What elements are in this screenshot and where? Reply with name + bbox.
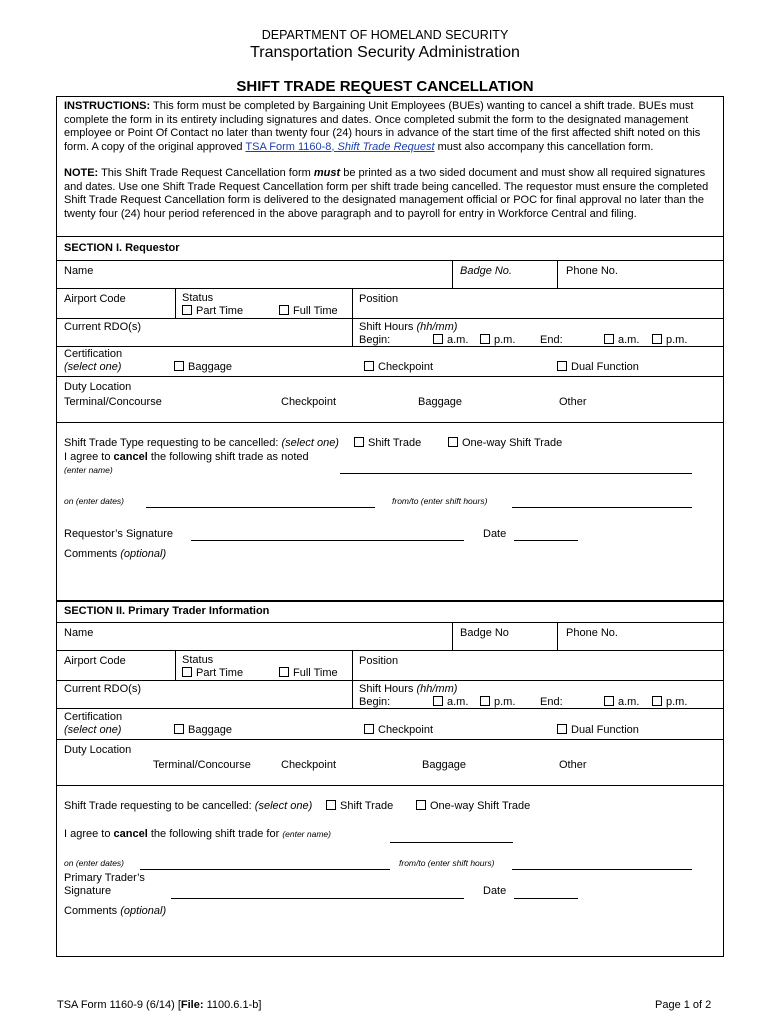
s2-name-field[interactable]: Name <box>64 627 94 639</box>
s1-date-line[interactable] <box>514 540 578 541</box>
page-number: Page 1 of 2 <box>655 999 712 1011</box>
s1-loc-other-field[interactable]: Other <box>559 396 587 408</box>
form-1160-8-link[interactable]: TSA Form 1160-8, Shift Trade Request <box>245 140 435 153</box>
s2-trade-type-label: Shift Trade requesting to be cancelled: (select one) <box>64 800 313 812</box>
s1-begin-pm-checkbox[interactable]: p.m. <box>480 334 515 346</box>
form-title: SHIFT TRADE REQUEST CANCELLATION <box>236 78 534 95</box>
s1-signature-line[interactable] <box>191 540 464 541</box>
s2-end-pm-checkbox[interactable]: p.m. <box>652 696 687 708</box>
section1-title: SECTION I. Requestor <box>64 242 180 254</box>
s1-end-pm-checkbox[interactable]: p.m. <box>652 334 687 346</box>
s1-certification-hint: (select one) <box>64 361 122 373</box>
s2-cert-checkpoint-checkbox[interactable]: Checkpoint <box>364 724 433 736</box>
s1-agreement-text: I agree to cancel the following shift trade as noted <box>64 451 309 463</box>
s2-begin-label: Begin: <box>359 696 391 708</box>
s1-shift-hours-label: Shift Hours (hh/mm) <box>359 321 458 333</box>
s2-name-line[interactable] <box>390 842 513 843</box>
s2-loc-baggage-field[interactable]: Baggage <box>422 759 467 771</box>
s1-airport-code-field[interactable]: Airport Code <box>64 293 126 305</box>
s1-status-label: Status <box>182 292 214 304</box>
s1-current-rdo-field[interactable]: Current RDO(s) <box>64 321 142 333</box>
s1-part-time-checkbox[interactable]: Part Time <box>182 305 243 317</box>
s2-date-label: Date <box>483 885 507 897</box>
s2-comments-field[interactable]: Comments (optional) <box>64 905 167 917</box>
s2-date-line[interactable] <box>514 898 578 899</box>
s2-shift-hours-label: Shift Hours (hh/mm) <box>359 683 458 695</box>
s1-dates-line[interactable] <box>146 507 375 508</box>
s2-airport-code-field[interactable]: Airport Code <box>64 655 126 667</box>
s1-badge-field[interactable]: Badge No. <box>460 265 512 277</box>
s1-on-dates-label: on (enter dates) <box>64 496 125 506</box>
s1-certification-label: Certification <box>64 348 123 360</box>
s2-terminal-field[interactable]: Terminal/Concourse <box>153 759 251 771</box>
s2-hours-line[interactable] <box>512 869 692 870</box>
note-paragraph: NOTE: This Shift Trade Request Cancellation form must be printed as a two sided document and must show all required signatures and dates. Use one Shift Trade Request Cancellation form per shift trade being cancelled. The requestor must ensure the completed Shift Trade Request Cancellation form is delivered to the designated management official or POC for final approval no later than the twenty four (24) hour period referenced in the above paragraph and to payroll for entry in Workforce Central and filing. <box>64 167 709 220</box>
s1-position-field[interactable]: Position <box>359 293 399 305</box>
s1-name-line[interactable] <box>340 473 692 474</box>
s1-shift-trade-checkbox[interactable]: Shift Trade <box>354 437 421 449</box>
s2-certification-label: Certification <box>64 711 123 723</box>
s2-position-field[interactable]: Position <box>359 655 399 667</box>
s1-date-label: Date <box>483 528 507 540</box>
s2-loc-other-field[interactable]: Other <box>559 759 587 771</box>
s2-cert-dual-function-checkbox[interactable]: Dual Function <box>557 724 639 736</box>
department-heading: DEPARTMENT OF HOMELAND SECURITY <box>261 28 509 42</box>
section2-title: SECTION II. Primary Trader Information <box>64 605 270 617</box>
s2-from-to-label: from/to (enter shift hours) <box>399 858 495 868</box>
s2-signature-line[interactable] <box>171 898 464 899</box>
s2-part-time-checkbox[interactable]: Part Time <box>182 667 243 679</box>
s2-current-rdo-field[interactable]: Current RDO(s) <box>64 683 142 695</box>
s1-trade-type-label: Shift Trade Type requesting to be cancelled: (select one) <box>64 437 339 449</box>
s2-loc-checkpoint-field[interactable]: Checkpoint <box>281 759 337 771</box>
s1-loc-baggage-field[interactable]: Baggage <box>418 396 463 408</box>
s2-duty-location-label: Duty Location <box>64 744 132 756</box>
s1-duty-location-label: Duty Location <box>64 381 132 393</box>
s2-status-label: Status <box>182 654 214 666</box>
s1-cert-dual-function-checkbox[interactable]: Dual Function <box>557 361 639 373</box>
agency-heading: Transportation Security Administration <box>250 44 520 61</box>
s2-end-label: End: <box>540 696 563 708</box>
s2-certification-hint: (select one) <box>64 724 122 736</box>
form-identifier: TSA Form 1160-9 (6/14) [File: 1100.6.1-b] <box>57 999 262 1011</box>
s1-loc-checkpoint-field[interactable]: Checkpoint <box>281 396 337 408</box>
s2-on-dates-label: on (enter dates) <box>64 858 125 868</box>
s2-phone-field[interactable]: Phone No. <box>566 627 618 639</box>
instructions-paragraph: INSTRUCTIONS: This form must be completed by Bargaining Unit Employees (BUEs) wanting to cancel a shift trade. BUEs must complete the form in its entirety including signatures and dates. Once completed submit the form to the designated management employee or Point Of Contact no later than twenty four (24) hours in advance of the start time of the first affected shift noted on this form. A copy of the original approved TSA Form 1160-8, Shift Trade Request must also accompany this cancellation form. <box>64 100 701 153</box>
s1-enter-name-hint: (enter name) <box>64 465 113 474</box>
s2-signature-label-1: Primary Trader’s <box>64 872 145 884</box>
s2-end-am-checkbox[interactable]: a.m. <box>604 696 639 708</box>
s1-cert-checkpoint-checkbox[interactable]: Checkpoint <box>364 361 433 373</box>
s2-begin-pm-checkbox[interactable]: p.m. <box>480 696 515 708</box>
s2-agreement-text: I agree to cancel the following shift trade for (enter name) <box>64 828 331 840</box>
s1-from-to-label: from/to (enter shift hours) <box>392 496 488 506</box>
s2-cert-baggage-checkbox[interactable]: Baggage <box>174 724 232 736</box>
s1-end-am-checkbox[interactable]: a.m. <box>604 334 639 346</box>
s1-oneway-trade-checkbox[interactable]: One-way Shift Trade <box>448 437 562 449</box>
s1-cert-baggage-checkbox[interactable]: Baggage <box>174 361 232 373</box>
s1-begin-am-checkbox[interactable]: a.m. <box>433 334 468 346</box>
s1-phone-field[interactable]: Phone No. <box>566 265 618 277</box>
s1-terminal-field[interactable]: Terminal/Concourse <box>64 396 162 408</box>
s2-badge-field[interactable]: Badge No <box>460 627 509 639</box>
s1-full-time-checkbox[interactable]: Full Time <box>279 305 338 317</box>
s1-hours-line[interactable] <box>512 507 692 508</box>
s1-end-label: End: <box>540 334 563 346</box>
s2-shift-trade-checkbox[interactable]: Shift Trade <box>326 800 393 812</box>
s2-oneway-trade-checkbox[interactable]: One-way Shift Trade <box>416 800 530 812</box>
s1-name-field[interactable]: Name <box>64 265 94 277</box>
s1-comments-field[interactable]: Comments (optional) <box>64 548 167 560</box>
s2-signature-label-2: Signature <box>64 885 112 897</box>
s2-full-time-checkbox[interactable]: Full Time <box>279 667 338 679</box>
s1-begin-label: Begin: <box>359 334 391 346</box>
s2-begin-am-checkbox[interactable]: a.m. <box>433 696 468 708</box>
s2-dates-line[interactable] <box>140 869 390 870</box>
s1-signature-label: Requestor’s Signature <box>64 528 174 540</box>
